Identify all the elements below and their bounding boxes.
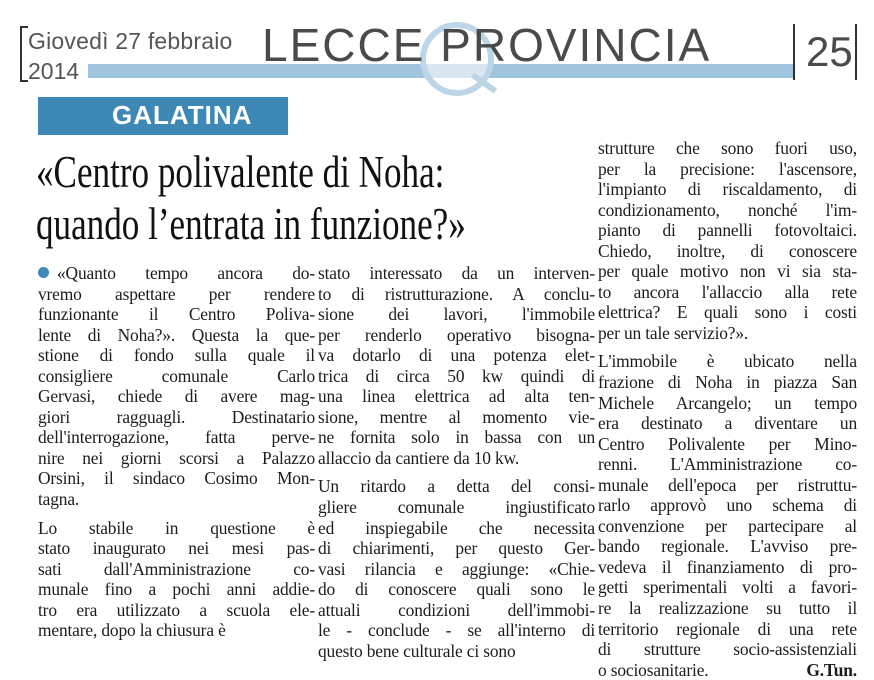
paragraph-break	[38, 510, 315, 518]
text-line: per la precisione: l'ascensore,	[598, 158, 857, 179]
text-line: strutture che sono fuori uso,	[598, 138, 857, 158]
text-line: per renderlo operativo bisogna-	[318, 324, 595, 345]
text-line: trica di circa 50 kw quindi di	[318, 365, 595, 386]
text-line: per quale motivo non vi sia sta-	[598, 261, 857, 282]
masthead	[0, 0, 874, 92]
text-line: Chiedo, inoltre, di conoscere	[598, 240, 857, 261]
article-column-1	[38, 263, 315, 641]
text-line: questo bene culturale ci sono	[318, 640, 516, 661]
issue-date: Giovedì 27 febbraio	[28, 28, 233, 54]
text-line: nire nei giorni scorsi a Palazzo	[38, 447, 315, 468]
paper-title: LECCE PROVINCIA	[262, 19, 712, 71]
issue-year: 2014	[28, 58, 80, 84]
bullet-icon	[38, 267, 49, 278]
text-line: di chiarimenti, per questo Ger-	[318, 538, 595, 559]
text-line: elettrica? E quali sono i costi	[598, 302, 857, 323]
text-line: attuali condizioni dell'immobi-	[318, 599, 595, 620]
text-line: Gervasi, chiede di avere mag-	[38, 386, 315, 407]
text-line: o sociosanitarie. G.Tun.	[598, 659, 857, 680]
text-line: per un tale servizio?».	[598, 322, 749, 343]
text-line: «Quanto tempo ancora do-	[38, 263, 315, 284]
text-line: lente di Noha?». Questa la que-	[38, 324, 315, 345]
text-line: gliere comunale ingiustificato	[318, 497, 595, 518]
text-line: convenzione per partecipare al	[598, 515, 857, 536]
text-line: allaccio da cantiere da 10 kw.	[318, 447, 520, 468]
text-line: do di conoscere quali sono le	[318, 579, 595, 600]
text-line: re la realizzazione su tutto il	[598, 598, 857, 619]
paragraph-break	[598, 343, 857, 351]
section-label: GALATINA	[112, 100, 253, 130]
text-line: di strutture socio-assistenziali	[598, 639, 857, 660]
text-line: mentare, dopo la chiusura è	[38, 620, 226, 641]
text-line: getti sperimentali volti a favori-	[598, 577, 857, 598]
text-line: tro era utilizzato a scuola ele-	[38, 599, 315, 620]
text-line: munale fino a pochi anni addie-	[38, 579, 315, 600]
text-line: dell'interrogazione, fatta perve-	[38, 427, 315, 448]
text-line: stione di fondo sulla quale il	[38, 345, 315, 366]
masthead-rule	[20, 26, 22, 82]
article-headline	[36, 146, 465, 250]
text-line: bando regionale. L'avviso pre-	[598, 536, 857, 557]
headline-line: quando l’entrata in funzione?»	[36, 199, 466, 249]
masthead-rule	[20, 80, 28, 82]
text-line: era destinato a diventare un	[598, 413, 857, 434]
headline-line: «Centro polivalente di Noha:	[36, 147, 445, 197]
text-line: sati dall'Amministrazione co-	[38, 558, 315, 579]
text-line: Lo stabile in questione è	[38, 517, 315, 538]
text-line: le - conclude - se all'interno di	[318, 620, 595, 641]
text-line: una linea elettrica ad alta ten-	[318, 386, 595, 407]
article-column-3	[598, 138, 857, 680]
article-column-2	[318, 263, 595, 661]
text-line: ne fornita solo in bassa con un	[318, 427, 595, 448]
text-line: ed inspiegabile che necessita	[318, 517, 595, 538]
text-line: Un ritardo a detta del consi-	[318, 476, 595, 497]
text-line: Michele Arcangelo; un tempo	[598, 392, 857, 413]
author-signature: G.Tun.	[806, 659, 857, 680]
text-line: rarlo approvò uno schema di	[598, 495, 857, 516]
masthead-rule	[20, 26, 28, 28]
text-line: L'immobile è ubicato nella	[598, 351, 857, 372]
text-line: vasi rilancia e aggiunge: «Chie-	[318, 558, 595, 579]
text-line: funzionante il Centro Poliva-	[38, 304, 315, 325]
text-line: Orsini, il sindaco Cosimo Mon-	[38, 468, 315, 489]
text-line: l'impianto di riscaldamento, di	[598, 179, 857, 200]
text-line: sione dei lavori, l'immobile	[318, 304, 595, 325]
text-line: munale dell'epoca per ristruttu-	[598, 474, 857, 495]
text-line: condizionamento, nonché l'im-	[598, 199, 857, 220]
text-line: renni. L'Amministrazione co-	[598, 454, 857, 475]
text-line: frazione di Noha in piazza San	[598, 372, 857, 393]
text-line: consigliere comunale Carlo	[38, 365, 315, 386]
text-line: vedeva il finanziamento di pro-	[598, 556, 857, 577]
text-line: pianto di pannelli fotovoltaici.	[598, 220, 857, 241]
paragraph-break	[318, 468, 595, 476]
page-number: 25	[806, 28, 853, 75]
text-line: stato inaugurato nei mesi pas-	[38, 538, 315, 559]
text-line: Centro Polivalente per Mino-	[598, 433, 857, 454]
text-line: sione, mentre al momento vie-	[318, 406, 595, 427]
text-line: stato interessato da un interven-	[318, 263, 595, 283]
text-line: giori ragguagli. Destinatario	[38, 406, 315, 427]
text-line: va dotarlo di una potenza elet-	[318, 345, 595, 366]
text-line: to ancora l'allaccio alla rete	[598, 281, 857, 302]
text-line: territorio regionale di una rete	[598, 618, 857, 639]
text-line: tagna.	[38, 489, 80, 510]
text-line: vremo aspettare per rendere	[38, 283, 315, 304]
text-line: to di ristrutturazione. A conclu-	[318, 283, 595, 304]
